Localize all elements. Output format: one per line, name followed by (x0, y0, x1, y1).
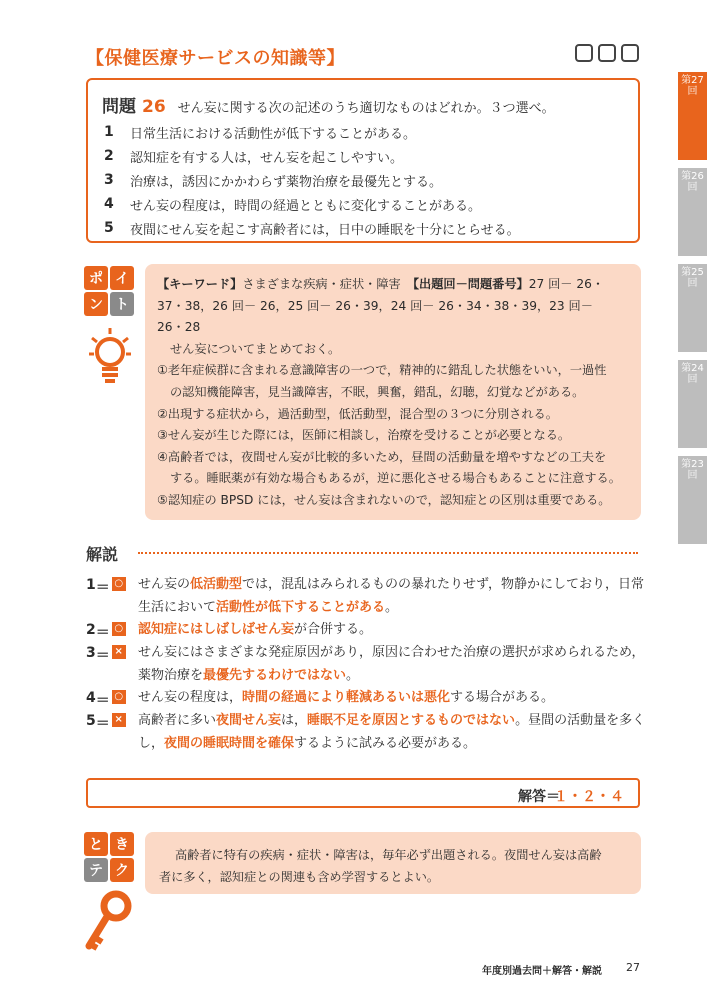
choice-number: 4 (104, 196, 114, 212)
explanation-mark: 3 ＝ × (86, 642, 138, 687)
choice-item[interactable] (104, 216, 520, 240)
choice-text: 日常生活における活動性が低下することがある。 (130, 126, 417, 142)
page-number: 27 (626, 961, 640, 974)
explanation-item (86, 710, 646, 755)
tip-char: テ (84, 858, 108, 882)
point-item-3: ③せん妄が生じた際には，医師に相談し，治療を受けることが必要となる。 (157, 428, 571, 443)
choice-list (104, 120, 520, 240)
tab-24[interactable] (678, 360, 707, 448)
incorrect-mark-icon: × (112, 645, 126, 659)
choice-item[interactable] (104, 192, 520, 216)
choice-text: せん妄の程度は，時間の経過とともに変化することがある。 (130, 198, 482, 214)
question-header (102, 92, 555, 117)
explanation-mark: 4 ＝ ○ (86, 687, 138, 710)
tab-26-label: 第26回 (681, 171, 704, 193)
tab-27[interactable] (678, 72, 707, 160)
choice-text: 治療は，誘因にかかわらず薬物治療を最優先とする。 (130, 174, 443, 190)
point-char: イ (110, 266, 134, 290)
check-box-3[interactable] (621, 44, 639, 62)
choice-item[interactable] (104, 168, 520, 192)
item-number: 5 (86, 713, 96, 730)
explanation-item (86, 687, 646, 710)
dotted-divider (138, 552, 638, 554)
tab-27-label: 第27回 (681, 75, 704, 97)
check-box-1[interactable] (575, 44, 593, 62)
tokitech-icon (84, 832, 134, 956)
answer-label: 解答＝ (518, 789, 560, 805)
source-label: 【出題回－問題番号】 (412, 277, 529, 291)
key-icon (84, 890, 134, 952)
lightbulb-icon (88, 326, 132, 386)
tab-24-label: 第24回 (681, 363, 704, 385)
choice-item[interactable] (104, 144, 520, 168)
tip-box (145, 832, 641, 894)
item-number: 4 (86, 690, 96, 707)
point-char: ン (84, 292, 108, 316)
point-intro: せん妄についてまとめておく。 (170, 341, 341, 356)
tab-25[interactable] (678, 264, 707, 352)
tab-23-label: 第23回 (681, 459, 704, 481)
keyword-label: 【キーワード】 (157, 277, 243, 291)
correct-mark-icon: ○ (112, 690, 126, 704)
question-stem: せん妄に関する次の記述のうち適切なものはどれか。３つ選べ。 (177, 101, 555, 116)
study-check-boxes (575, 44, 639, 62)
section-title: 【保健医療サービスの知識等】 (86, 48, 345, 69)
check-box-2[interactable] (598, 44, 616, 62)
tip-line-1: 高齢者に特有の疾病・症状・障害は，毎年必ず出題される。夜間せん妄は高齢 (175, 848, 602, 862)
tip-line-2: 者に多く，認知症との関連も含め学習するとよい。 (159, 870, 440, 884)
point-item-4-cont: する。睡眠薬が有効な場合もあるが，逆に悪化させる場合もあることに注意する。 (170, 471, 621, 486)
explanation-text: 認知症にはしばしばせん妄が合併する。 (138, 622, 373, 638)
choice-number: 1 (104, 124, 114, 140)
explanation-text: せん妄の低活動型では，混乱はみられるものの暴れたりせず，物静かにしており，日常生活において活動性が低下することがある。 (138, 577, 644, 615)
explanation-text: 高齢者に多い夜間せん妄は，睡眠不足を原因とするものではない。昼間の活動量を多くし，夜間の睡眠時間を確保するように試みる必要がある。 (138, 713, 646, 751)
footer-label: 年度別過去問＋解答・解説 (482, 966, 602, 977)
explanation-text: せん妄にはさまざまな発症原因があり，原因に合わせた治療の選択が求められるため，薬物治療を最優先するわけではない。 (138, 645, 645, 683)
explanation-title: 解説 (86, 545, 119, 564)
point-item-2: ②出現する症状から，過活動型，低活動型，混合型の３つに分別される。 (157, 406, 558, 421)
item-number: 3 (86, 645, 96, 662)
keyword-line (157, 274, 629, 296)
source-line-2: 37・38，26 回－ 26，25 回－ 26・39，24 回－ 26・34・38・39，23 回－ (157, 298, 593, 313)
point-icon (84, 266, 134, 390)
point-item-1: ①老年症候群に含まれる意識障害の一つで，精神的に錯乱した状態をいい，一過性 (157, 363, 607, 378)
tip-char: き (110, 832, 134, 856)
choice-text: 夜間にせん妄を起こす高齢者には，日中の睡眠を十分にとらせる。 (130, 222, 520, 238)
question-label: 問題 (102, 97, 136, 117)
answer-box (86, 778, 640, 808)
item-number: 2 (86, 622, 96, 639)
tip-char: と (84, 832, 108, 856)
explanation-item (86, 619, 646, 642)
point-item-5: ⑤認知症の BPSD には，せん妄は含まれないので，認知症との区別は重要である。 (157, 492, 611, 507)
explanation-mark: 1 ＝ ○ (86, 574, 138, 619)
question-box (86, 78, 640, 243)
explanation-mark: 5 ＝ × (86, 710, 138, 755)
explanation-item (86, 642, 646, 687)
question-number: 26 (142, 97, 166, 117)
choice-item[interactable] (104, 120, 520, 144)
tip-char: ク (110, 858, 134, 882)
tab-23[interactable] (678, 456, 707, 544)
point-item-4: ④高齢者では，夜間せん妄が比較的多いため，昼間の活動量を増やすなどの工夫を (157, 449, 607, 464)
choice-number: 3 (104, 172, 114, 188)
choice-number: 5 (104, 220, 114, 236)
tab-25-label: 第25回 (681, 267, 704, 289)
explanation-mark: 2 ＝ ○ (86, 619, 138, 642)
explanation-list (86, 574, 646, 756)
correct-mark-icon: ○ (112, 577, 126, 591)
correct-mark-icon: ○ (112, 622, 126, 636)
explanation-item (86, 574, 646, 619)
source-line-3: 26・28 (157, 320, 201, 335)
point-char: ポ (84, 266, 108, 290)
keyword-text: さまざまな疾病・症状・障害 (242, 277, 401, 291)
choice-number: 2 (104, 148, 114, 164)
source-line-1: 27 回－ 26・ (528, 277, 605, 291)
point-item-1-cont: の認知機能障害，見当識障害，不眠，興奮，錯乱，幻聴，幻覚などがある。 (170, 384, 585, 399)
incorrect-mark-icon: × (112, 713, 126, 727)
point-char: ト (110, 292, 134, 316)
choice-text: 認知症を有する人は，せん妄を起こしやすい。 (130, 150, 404, 166)
tab-26[interactable] (678, 168, 707, 256)
answer-value: １・２・４ (554, 789, 624, 805)
explanation-text: せん妄の程度は，時間の経過により軽減あるいは悪化する場合がある。 (138, 690, 555, 706)
item-number: 1 (86, 577, 96, 593)
point-box (145, 264, 641, 520)
